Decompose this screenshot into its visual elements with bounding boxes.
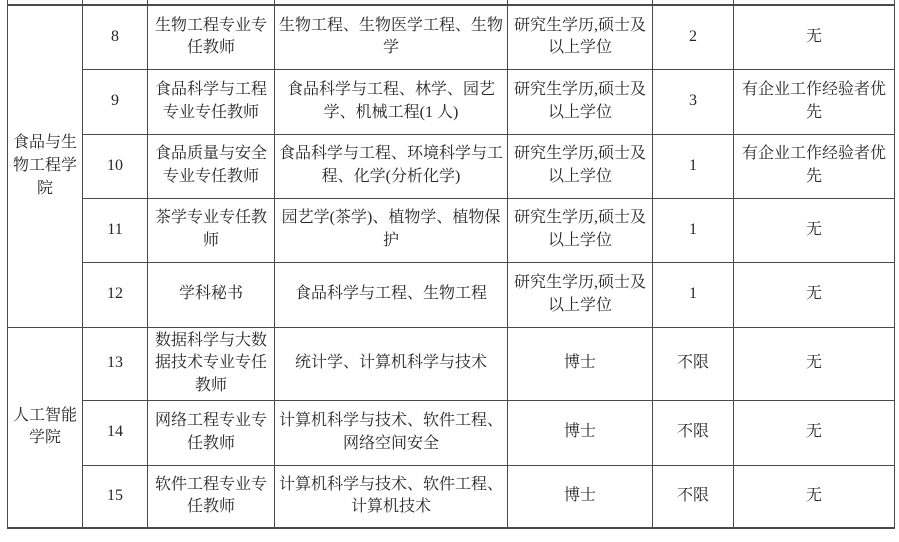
count-cell: 1 xyxy=(653,262,734,327)
table-row xyxy=(8,5,895,69)
table-row xyxy=(8,465,895,528)
row-number-cell: 13 xyxy=(83,327,148,400)
table-row xyxy=(8,262,895,327)
other-cell: 有企业工作经验者优先 xyxy=(734,69,895,134)
other-cell: 无 xyxy=(734,262,895,327)
position-cell: 软件工程专业专任教师 xyxy=(148,465,275,528)
position-cell: 茶学专业专任教师 xyxy=(148,198,275,262)
row-number-cell: 9 xyxy=(83,69,148,134)
education-cell: 研究生学历,硕士及以上学位 xyxy=(508,134,653,198)
row-number-cell: 8 xyxy=(83,5,148,69)
position-cell: 网络工程专业专任教师 xyxy=(148,400,275,465)
table-row xyxy=(8,400,895,465)
majors-cell: 计算机科学与技术、软件工程、网络空间安全 xyxy=(275,400,508,465)
row-number-cell: 12 xyxy=(83,262,148,327)
other-cell: 无 xyxy=(734,465,895,528)
majors-cell: 食品科学与工程、环境科学与工程、化学(分析化学) xyxy=(275,134,508,198)
education-cell: 研究生学历,硕士及以上学位 xyxy=(508,262,653,327)
count-cell: 不限 xyxy=(653,465,734,528)
other-cell: 无 xyxy=(734,400,895,465)
position-cell: 数据科学与大数据技术专业专任教师 xyxy=(148,327,275,400)
position-cell: 生物工程专业专任教师 xyxy=(148,5,275,69)
count-cell: 2 xyxy=(653,5,734,69)
college-cell: 食品与生物工程学院 xyxy=(8,5,83,327)
majors-cell: 生物工程、生物医学工程、生物学 xyxy=(275,5,508,69)
row-number-cell: 11 xyxy=(83,198,148,262)
row-number-cell: 10 xyxy=(83,134,148,198)
other-cell: 有企业工作经验者优先 xyxy=(734,134,895,198)
majors-cell: 计算机科学与技术、软件工程、计算机技术 xyxy=(275,465,508,528)
table-row xyxy=(8,69,895,134)
other-cell: 无 xyxy=(734,198,895,262)
education-cell: 博士 xyxy=(508,327,653,400)
majors-cell: 统计学、计算机科学与技术 xyxy=(275,327,508,400)
count-cell: 不限 xyxy=(653,400,734,465)
education-cell: 研究生学历,硕士及以上学位 xyxy=(508,69,653,134)
education-cell: 研究生学历,硕士及以上学位 xyxy=(508,198,653,262)
table-row xyxy=(8,134,895,198)
row-number-cell: 15 xyxy=(83,465,148,528)
row-number-cell: 14 xyxy=(83,400,148,465)
recruitment-table xyxy=(7,0,895,529)
position-cell: 学科秘书 xyxy=(148,262,275,327)
education-cell: 博士 xyxy=(508,465,653,528)
position-cell: 食品质量与安全专业专任教师 xyxy=(148,134,275,198)
other-cell: 无 xyxy=(734,327,895,400)
count-cell: 1 xyxy=(653,134,734,198)
education-cell: 博士 xyxy=(508,400,653,465)
position-cell: 食品科学与工程专业专任教师 xyxy=(148,69,275,134)
count-cell: 1 xyxy=(653,198,734,262)
count-cell: 不限 xyxy=(653,327,734,400)
majors-cell: 食品科学与工程、林学、园艺学、机械工程(1 人) xyxy=(275,69,508,134)
other-cell: 无 xyxy=(734,5,895,69)
college-cell: 人工智能学院 xyxy=(8,327,83,528)
count-cell: 3 xyxy=(653,69,734,134)
majors-cell: 园艺学(茶学)、植物学、植物保护 xyxy=(275,198,508,262)
table-row xyxy=(8,198,895,262)
education-cell: 研究生学历,硕士及以上学位 xyxy=(508,5,653,69)
table-row xyxy=(8,327,895,400)
majors-cell: 食品科学与工程、生物工程 xyxy=(275,262,508,327)
